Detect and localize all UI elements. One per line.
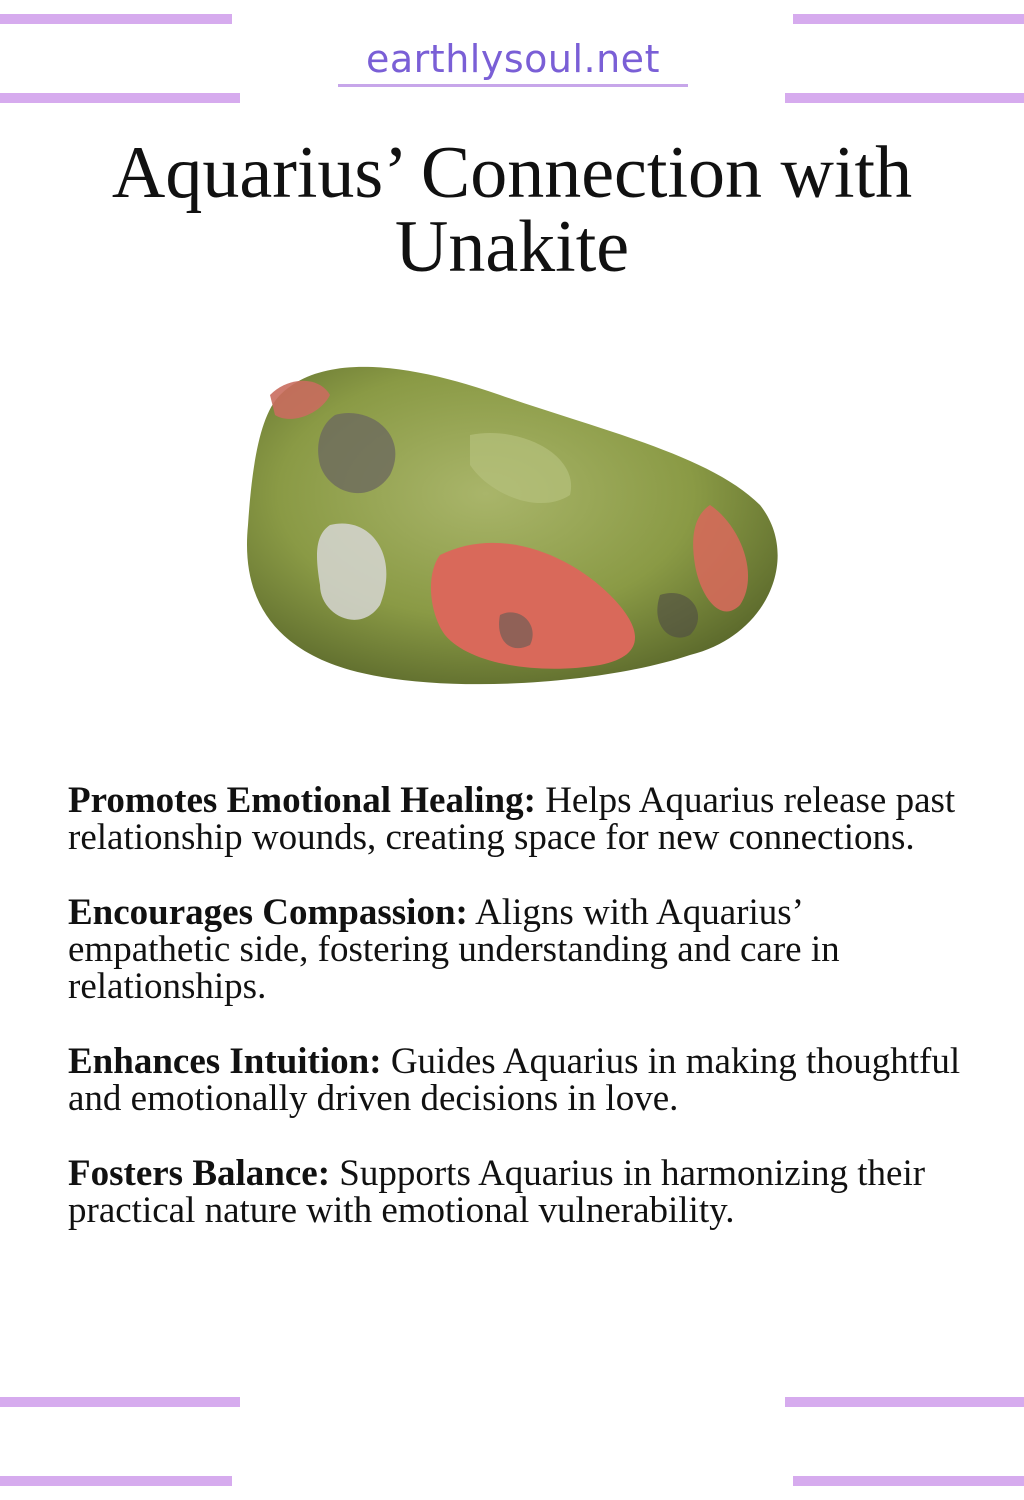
benefit-text: Guides Aquarius in making thoughtful and emotionally driven decisions in love.	[68, 1041, 961, 1119]
decorative-bar	[0, 14, 232, 24]
benefit-item	[68, 1043, 968, 1117]
benefits-list	[68, 782, 968, 1267]
decorative-bar	[793, 14, 1024, 24]
decorative-bar	[793, 1476, 1024, 1486]
logo-text: earthlysoul.net	[366, 37, 660, 81]
benefit-text: Supports Aquarius in harmonizing their practical nature with emotional vulnerability.	[68, 1153, 926, 1231]
decorative-bar	[0, 1476, 232, 1486]
benefit-item	[68, 1155, 968, 1229]
benefit-item	[68, 894, 968, 1005]
decorative-bar	[785, 1397, 1024, 1407]
title-line-1: Aquarius’ Connection with	[111, 132, 913, 214]
logo-underline	[338, 84, 688, 87]
title-line-2: Unakite	[394, 206, 630, 288]
benefit-item	[68, 782, 968, 856]
benefit-heading: Enhances Intuition:	[68, 1041, 382, 1082]
benefit-heading: Promotes Emotional Healing:	[68, 780, 536, 821]
benefit-text: Helps Aquarius release past relationship wounds, creating space for new connections.	[68, 780, 956, 858]
benefit-text: Aligns with Aquarius’ empathetic side, fostering understanding and care in relationships.	[68, 892, 840, 1007]
decorative-bar	[0, 1397, 240, 1407]
page-title	[0, 132, 1024, 288]
site-logo[interactable]	[338, 36, 688, 90]
decorative-bar	[0, 93, 240, 103]
unakite-stone-image	[240, 355, 785, 700]
decorative-bar	[785, 93, 1024, 103]
benefit-heading: Encourages Compassion:	[68, 892, 468, 933]
benefit-heading: Fosters Balance:	[68, 1153, 331, 1194]
